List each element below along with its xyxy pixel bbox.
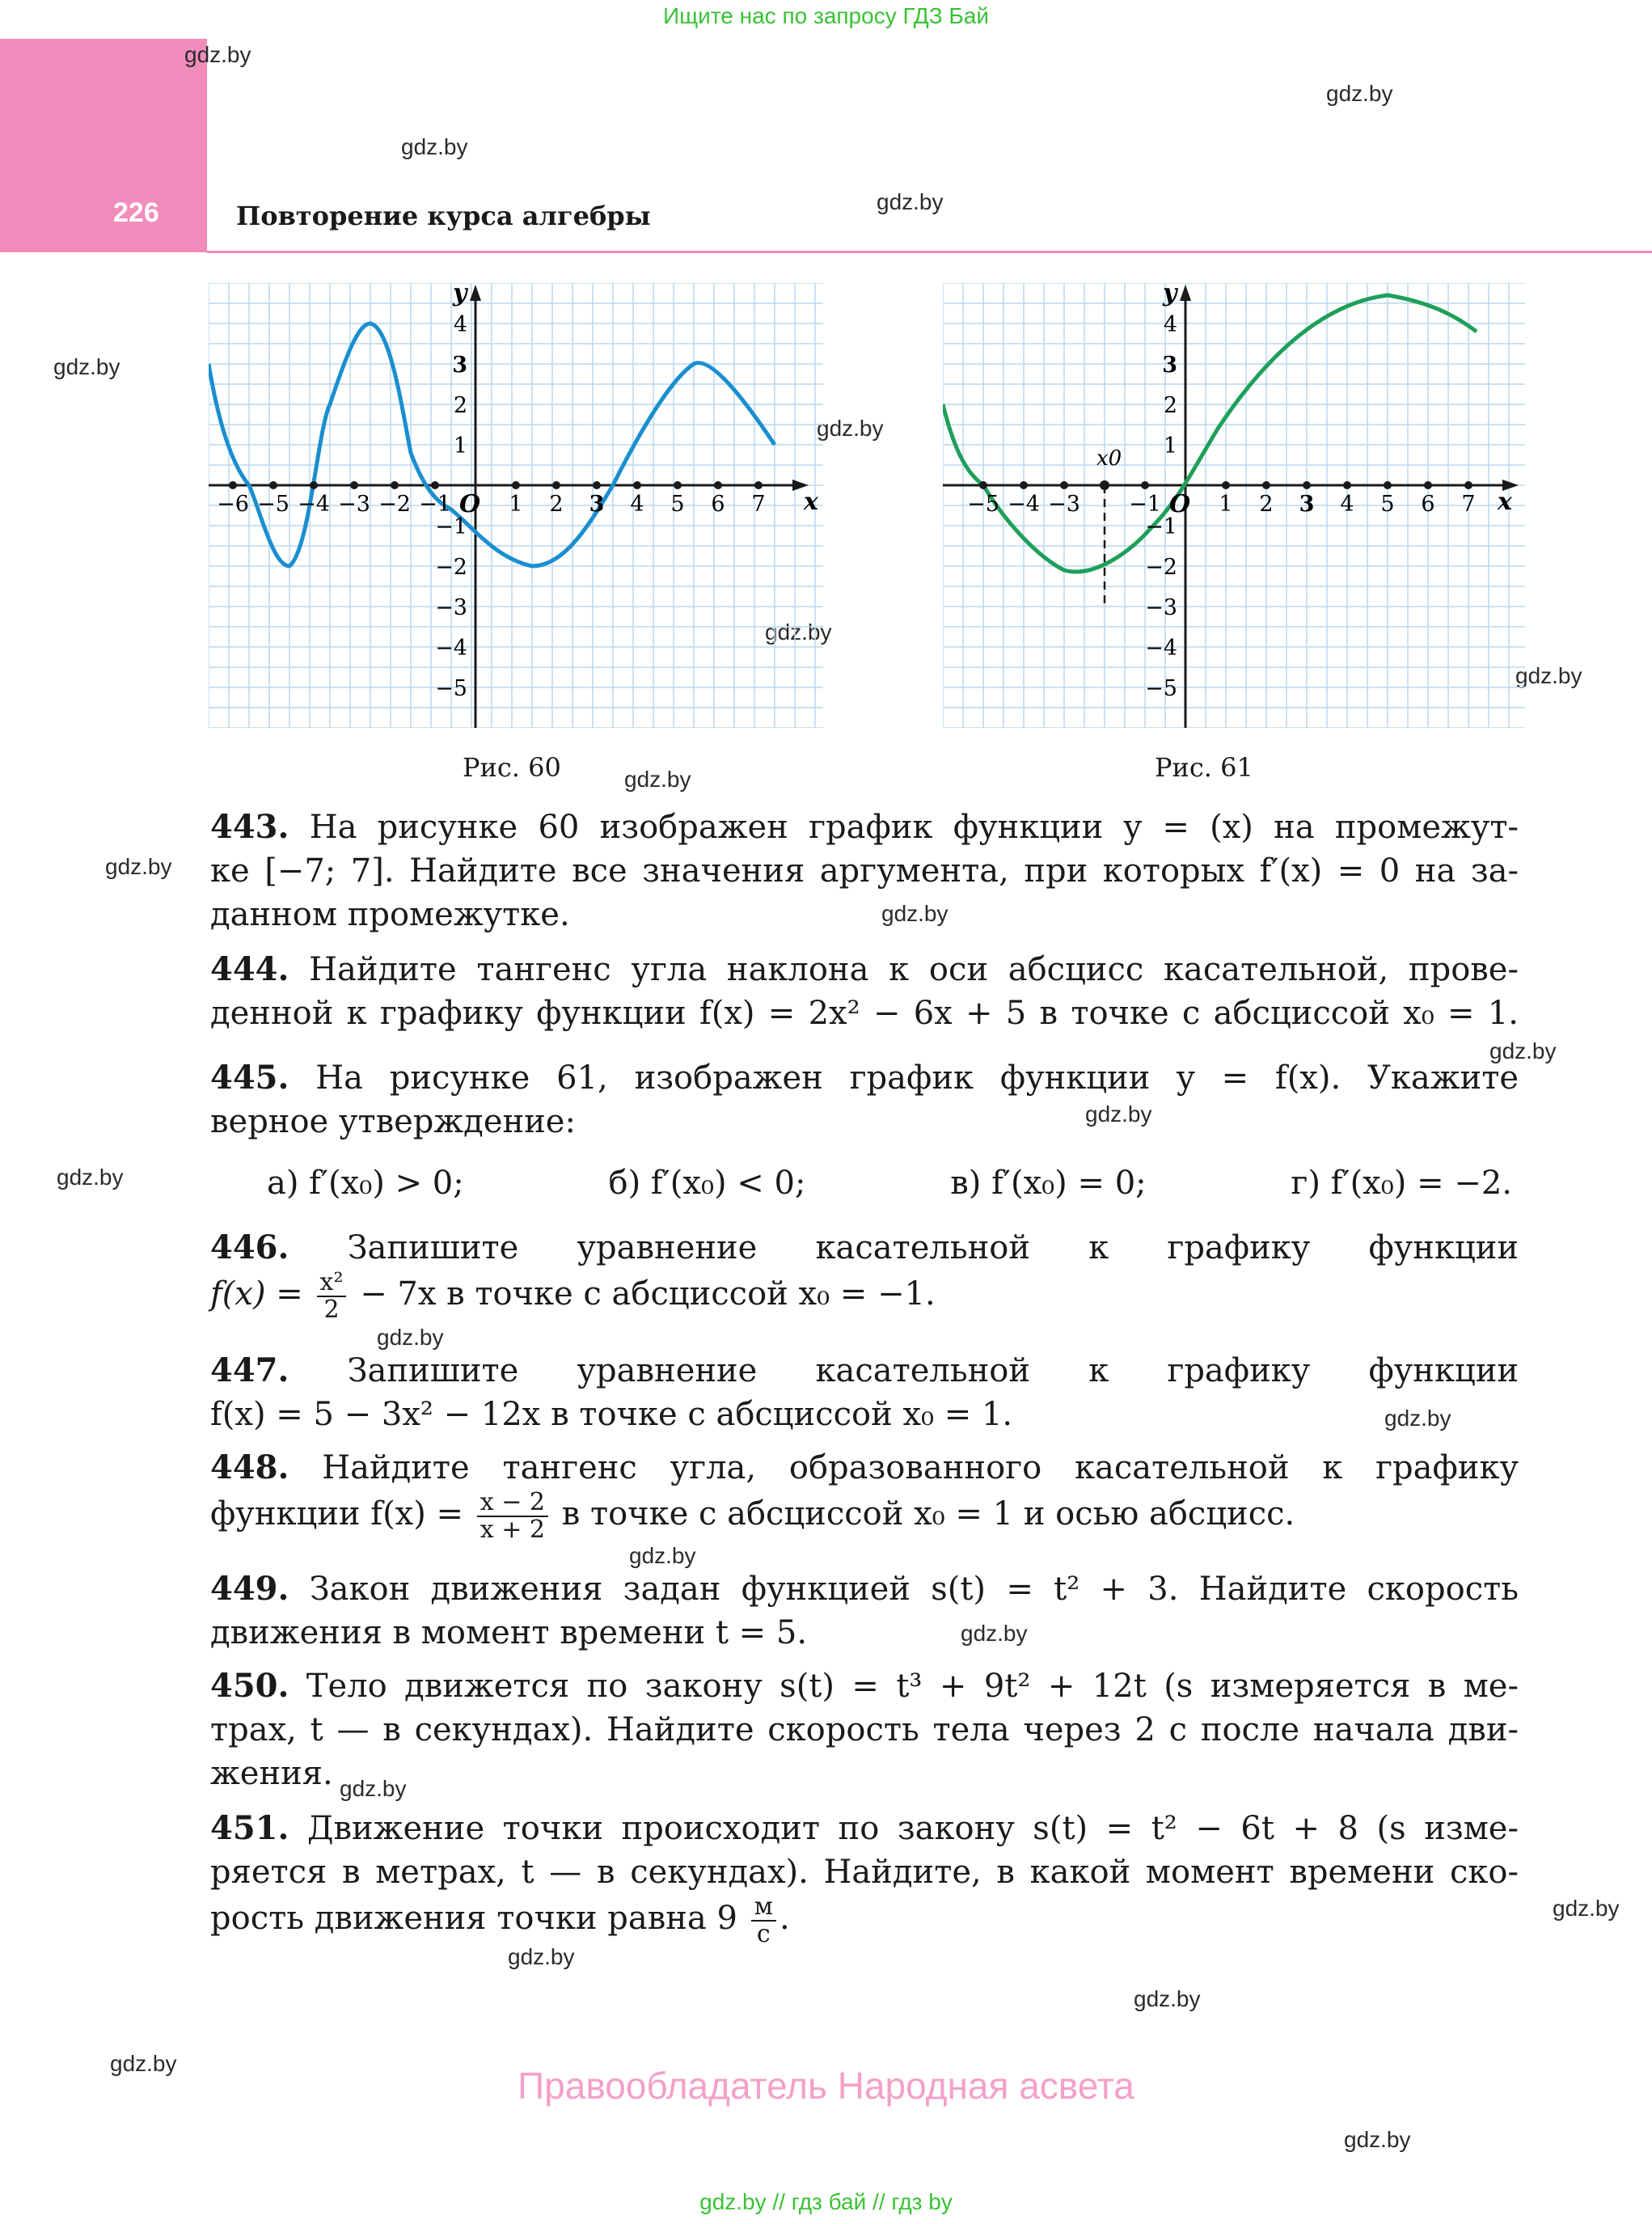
- tick-point: [714, 481, 722, 489]
- numerator: м: [751, 1894, 776, 1922]
- problem-text: трах, t — в секундах). Найдите скорость тела через 2 с после начала дви-: [210, 1711, 1519, 1748]
- problem-number: 447.: [210, 1351, 289, 1389]
- problem-number: 449.: [210, 1570, 289, 1608]
- problem-number: 444.: [210, 950, 289, 988]
- y-tick-label: 1: [1163, 433, 1177, 459]
- problem-443: [210, 805, 1519, 937]
- origin-label: O: [1169, 490, 1191, 518]
- problem-text: .: [780, 1900, 790, 1937]
- x-tick-label: −4: [298, 492, 330, 517]
- tick-point: [512, 481, 520, 489]
- y-tick-label: 4: [453, 312, 467, 337]
- problem-text: Запишите уравнение касательной к графику функции: [347, 1229, 1519, 1266]
- tick-point: [1020, 481, 1028, 489]
- y-tick-label: −1: [1145, 514, 1177, 539]
- denominator: 2: [323, 1296, 340, 1324]
- option-a: а) f′(x₀) > 0;: [267, 1165, 464, 1202]
- watermark: gdz.by: [377, 1325, 444, 1350]
- y-tick-label: 1: [453, 433, 467, 459]
- x0-point: [1100, 480, 1109, 490]
- problem-text: f(x) = 5 − 3x² − 12x в точке с абсциссой x₀ = 1.: [210, 1396, 1013, 1433]
- watermark: gdz.by: [817, 416, 884, 441]
- x-tick-label: −5: [257, 492, 289, 517]
- problem-444: [210, 948, 1519, 1035]
- tick-point: [1262, 481, 1270, 489]
- x-tick-label: 4: [630, 492, 644, 517]
- x-axis-label: x: [804, 488, 818, 516]
- problem-text: Найдите тангенс угла, образованного касательной к графику: [322, 1449, 1519, 1486]
- watermark: gdz.by: [765, 619, 832, 645]
- y-axis-label: y: [453, 283, 467, 307]
- y-tick-label: −2: [1145, 555, 1177, 580]
- page-number: 226: [113, 197, 159, 228]
- x-tick-label: −1: [419, 492, 451, 517]
- graph-fig60: [209, 283, 823, 728]
- y-axis-arrow: [1180, 285, 1191, 301]
- problem-448: [210, 1446, 1519, 1543]
- tick-point: [1384, 481, 1392, 489]
- problem-text: ке [−7; 7]. Найдите все значения аргумента, при которых f′(x) = 0 на за-: [210, 852, 1519, 890]
- problem-text: На рисунке 61, изображен график функции y = f(x). Укажите: [315, 1059, 1519, 1097]
- problem-449: [210, 1567, 1519, 1655]
- problem-text: ряется в метрах, t — в секундах). Найдите, в какой момент времени ско-: [210, 1854, 1519, 1891]
- problem-text: в точке с абсциссой x₀ = 1 и осью абсцисс.: [561, 1495, 1295, 1533]
- y-tick-label: −2: [435, 555, 467, 580]
- watermark: gdz.by: [961, 1621, 1028, 1646]
- x-tick-label: −2: [378, 492, 411, 517]
- watermark: gdz.by: [629, 1543, 696, 1568]
- x-tick-label: 7: [1461, 492, 1476, 517]
- x-tick-label: 5: [670, 492, 685, 517]
- numerator: x − 2: [477, 1490, 548, 1517]
- watermark: gdz.by: [1326, 81, 1393, 106]
- y-tick-label: −4: [435, 636, 467, 661]
- fraction: [751, 1894, 776, 1947]
- tick-point: [674, 481, 682, 489]
- problem-text: данном промежутке.: [210, 896, 570, 933]
- watermark: gdz.by: [1134, 1986, 1201, 2011]
- watermark: gdz.by: [340, 1776, 407, 1801]
- tick-point: [552, 481, 560, 489]
- tick-point: [431, 481, 439, 489]
- problem-text: Тело движется по закону s(t) = t³ + 9t² + 12t (s измеряется в ме-: [306, 1668, 1519, 1705]
- answer-options: [267, 1165, 1512, 1202]
- header-color-block: [0, 39, 207, 252]
- watermark: gdz.by: [105, 854, 172, 879]
- problem-number: 448.: [210, 1448, 289, 1486]
- x-tick-label: −1: [1129, 492, 1161, 517]
- numerator: x²: [317, 1270, 347, 1297]
- watermark: gdz.by: [53, 354, 120, 379]
- tick-point: [391, 481, 399, 489]
- x-tick-label: 4: [1340, 492, 1354, 517]
- figure-60: [209, 283, 823, 728]
- search-banner: Ищите нас по запросу ГДЗ Бай: [662, 3, 990, 28]
- problem-text: Закон движения задан функцией s(t) = t² + 3. Найдите скорость: [309, 1571, 1519, 1608]
- watermark: gdz.by: [57, 1165, 124, 1190]
- watermark: gdz.by: [1085, 1101, 1152, 1127]
- x-tick-label: −3: [338, 492, 370, 517]
- tick-point: [1060, 481, 1068, 489]
- header-rule: [207, 251, 1652, 253]
- problem-number: 451.: [210, 1809, 289, 1847]
- y-tick-label: 4: [1163, 312, 1177, 337]
- graph-fig61: [943, 283, 1525, 728]
- tick-point: [1424, 481, 1432, 489]
- figure-60-caption: Рис. 60: [463, 752, 561, 783]
- problem-text: жения.: [210, 1755, 333, 1792]
- watermark: gdz.by: [1384, 1406, 1451, 1431]
- problem-number: 446.: [210, 1228, 289, 1266]
- y-tick-label: 2: [453, 393, 467, 418]
- watermark: gdz.by: [110, 2051, 177, 2076]
- figure-61-caption: Рис. 61: [1155, 752, 1253, 783]
- x-tick-label: 3: [589, 492, 605, 517]
- problem-447: [210, 1349, 1519, 1436]
- y-tick-label: 3: [1162, 353, 1177, 378]
- y-tick-label: −3: [435, 595, 467, 620]
- y-tick-label: −5: [1145, 676, 1177, 701]
- tick-point: [979, 481, 987, 489]
- y-tick-label: −4: [1145, 636, 1177, 661]
- watermark: gdz.by: [1553, 1896, 1620, 1921]
- watermark: gdz.by: [877, 189, 944, 214]
- tick-point: [1343, 481, 1351, 489]
- problem-446: [210, 1226, 1519, 1323]
- tick-point: [1141, 481, 1149, 489]
- problem-text: денной к графику функции f(x) = 2x² − 6x + 5 в точке с абсциссой x₀ = 1.: [210, 995, 1519, 1032]
- fraction: [477, 1490, 548, 1543]
- watermark: gdz.by: [1489, 1038, 1557, 1063]
- option-b: б) f′(x₀) < 0;: [608, 1165, 806, 1202]
- problem-text: рость движения точки равна 9: [210, 1900, 737, 1937]
- tick-point: [1222, 481, 1230, 489]
- fraction: [317, 1270, 347, 1323]
- x-tick-label: −4: [1008, 492, 1040, 517]
- problem-text: Найдите тангенс угла наклона к оси абсцисс касательной, прове-: [309, 951, 1519, 988]
- problem-number: 445.: [210, 1059, 289, 1097]
- tick-point: [269, 481, 277, 489]
- tick-point: [310, 481, 318, 489]
- y-tick-label: −1: [435, 514, 467, 539]
- problem-text: На рисунке 60 изображен график функции y = (x) на промежут-: [309, 809, 1519, 846]
- y-tick-label: −5: [435, 676, 467, 701]
- option-c: в) f′(x₀) = 0;: [950, 1165, 1147, 1202]
- problem-450: [210, 1664, 1519, 1795]
- x-tick-label: 5: [1380, 492, 1395, 517]
- y-tick-label: −3: [1145, 595, 1177, 620]
- option-d: г) f′(x₀) = −2.: [1291, 1165, 1512, 1202]
- y-tick-label: 3: [452, 353, 467, 378]
- x-tick-label: 2: [1259, 492, 1274, 517]
- tick-point: [350, 481, 358, 489]
- x-tick-label: 6: [711, 492, 725, 517]
- copyright-notice: Правообладатель Народная асвета: [518, 2065, 1134, 2107]
- problem-445: [210, 1056, 1519, 1144]
- x-tick-label: 3: [1299, 492, 1315, 517]
- running-head: Повторение курса алгебры: [236, 201, 651, 231]
- problem-text: Запишите уравнение касательной к графику функции: [347, 1352, 1519, 1389]
- problem-text: верное утверждение:: [210, 1103, 576, 1140]
- x-tick-label: 1: [1219, 492, 1233, 517]
- problem-number: 443.: [210, 808, 289, 846]
- y-tick-label: 2: [1163, 393, 1177, 418]
- problem-text: Движение точки происходит по закону s(t) = t² − 6t + 8 (s изме-: [306, 1810, 1519, 1847]
- x0-label: x0: [1096, 446, 1122, 471]
- x-tick-label: −3: [1048, 492, 1080, 517]
- watermark: gdz.by: [1344, 2127, 1411, 2152]
- problem-text: функции f(x) =: [210, 1495, 464, 1533]
- x-tick-label: 2: [549, 492, 564, 517]
- function-curve: [943, 295, 1477, 572]
- watermark: gdz.by: [401, 134, 468, 159]
- footer-links[interactable]: gdz.by // гдз бай // гдз by: [699, 2189, 953, 2214]
- problem-text: − 7x в точке с абсциссой x₀ = −1.: [360, 1275, 936, 1313]
- x-tick-label: −5: [967, 492, 999, 517]
- denominator: x + 2: [480, 1516, 546, 1544]
- x-tick-label: 1: [509, 492, 523, 517]
- x-tick-label: −6: [217, 492, 249, 517]
- y-axis-label: y: [1163, 283, 1177, 307]
- watermark: gdz.by: [184, 42, 251, 67]
- problem-number: 450.: [210, 1667, 289, 1705]
- figure-61: [943, 283, 1525, 728]
- tick-point: [1303, 481, 1311, 489]
- tick-point: [633, 481, 641, 489]
- tick-point: [229, 481, 237, 489]
- tick-point: [1464, 481, 1472, 489]
- tick-point: [593, 481, 601, 489]
- watermark: gdz.by: [881, 901, 949, 926]
- problem-text: движения в момент времени t = 5.: [210, 1614, 808, 1651]
- watermark: gdz.by: [1515, 663, 1582, 688]
- origin-label: O: [459, 490, 481, 518]
- x-axis-label: x: [1498, 488, 1512, 516]
- x-tick-label: 7: [751, 492, 766, 517]
- tick-point: [754, 481, 763, 489]
- denominator: с: [756, 1920, 771, 1948]
- watermark: gdz.by: [508, 1944, 575, 1969]
- watermark: gdz.by: [624, 767, 691, 792]
- problem-451: [210, 1807, 1519, 1947]
- function-def: f(x) =: [210, 1275, 303, 1313]
- x-tick-label: 6: [1421, 492, 1435, 517]
